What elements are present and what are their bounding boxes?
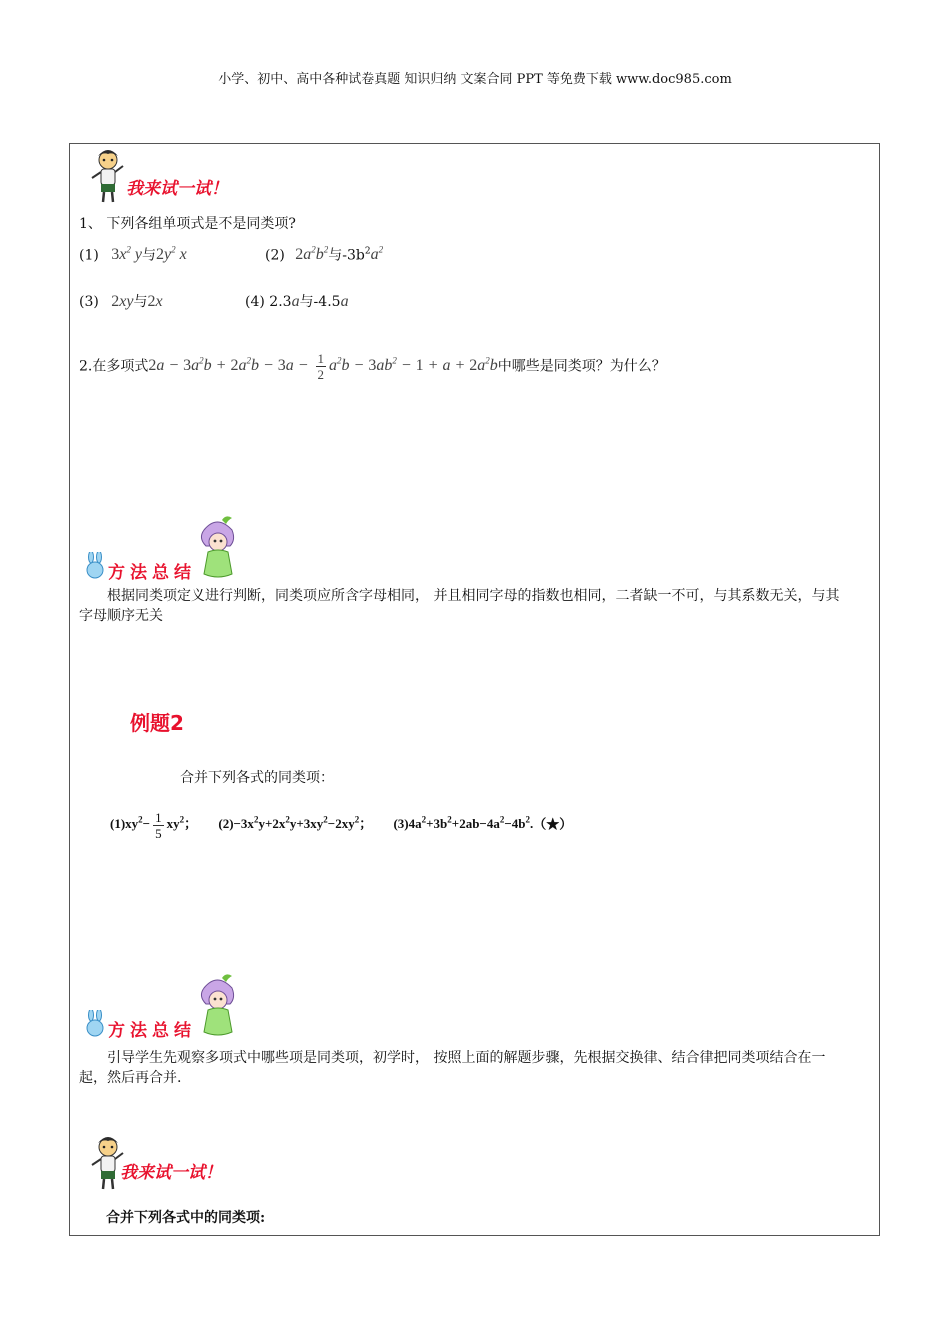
method-banner <box>84 974 244 1040</box>
cartoon-girl-icon <box>192 516 242 580</box>
formula: a <box>340 293 349 310</box>
try-2-instruction: 合并下列各式中的同类项: <box>106 1210 266 1226</box>
cartoon-girl-icon <box>192 974 242 1038</box>
example-2-instruction: 合并下列各式的同类项： <box>180 770 334 786</box>
bunny-icon <box>84 552 106 580</box>
example-2-problems <box>110 800 572 844</box>
example-2-title: 例题2 <box>130 711 184 735</box>
question-2: 2.在多项式$2a - 3a^2b + 2a^2b - 3a$ − $\frac{1}{2}$ $a^2b - 3ab^2 - 1 + a + 2a^2b$中哪些是同类项？为什么？ <box>79 351 666 383</box>
question-1-label: 1、 下列各组单项式是不是同类项? <box>79 216 296 232</box>
try-title: 我来试一试！ <box>120 1163 222 1183</box>
try-banner <box>90 148 250 204</box>
formula: a <box>291 293 300 310</box>
formula: $3x^2$ y <box>111 245 143 264</box>
method-2-text: 引导学生先观察多项式中哪些项是同类项，初学时， 按照上面的解题步骤，先根据交换律、结合律把同类项结合在一起，然后再合并. <box>79 1050 826 1086</box>
method-title: 方法总结 <box>108 563 196 583</box>
method-title: 方法总结 <box>108 1021 196 1041</box>
try-title: 我来试一试！ <box>126 179 228 199</box>
question-1-item-3: (3) 2xy与2x <box>79 293 163 310</box>
formula: $2y^2$ x <box>156 245 187 264</box>
formula: $a^2$ <box>370 245 384 264</box>
cartoon-boy-icon <box>90 148 126 204</box>
question-1-item-2: (2) $2a^2b^2$与$-3b^2a^2$ <box>265 245 384 264</box>
page-header: 小学、初中、高中各种试卷真题 知识归纳 文案合同 PPT 等免费下载 www.doc985.com <box>218 72 732 87</box>
problem-3: $(3)4a^2+3b^2+2ab-4a^2-4b^2$. <box>393 815 534 832</box>
problem-1: $(1)xy^2-$ $\frac{1}{5}$ $xy^2$； <box>110 809 198 841</box>
method-banner <box>84 516 244 582</box>
formula: 2x <box>147 293 163 310</box>
polynomial: $2a - 3a^2b + 2a^2b - 3a$ − $\frac{1}{2}$ $a^2b - 3ab^2 - 1 + a + 2a^2b$ <box>148 351 498 383</box>
difficulty-star: （★） <box>533 816 573 832</box>
content-frame <box>69 143 880 1236</box>
question-1-item-1: (1) $3x^2$ y与$2y^2$ x <box>79 245 187 264</box>
formula: 2xy <box>111 293 134 310</box>
bunny-icon <box>84 1010 106 1038</box>
question-1-item-4: (4) 2.3a与-4.5a <box>245 293 349 310</box>
formula: $2a^2b^2$ <box>295 245 329 264</box>
try-banner <box>90 1134 250 1192</box>
method-1-text: 根据同类项定义进行判断，同类项应所含字母相同， 并且相同字母的指数也相同，二者缺一不可，与其系数无关，与其字母顺序无关 <box>79 588 840 624</box>
problem-2: $(2)-3x^2y+2x^2y+3xy^2-2xy^2$； <box>218 815 373 832</box>
